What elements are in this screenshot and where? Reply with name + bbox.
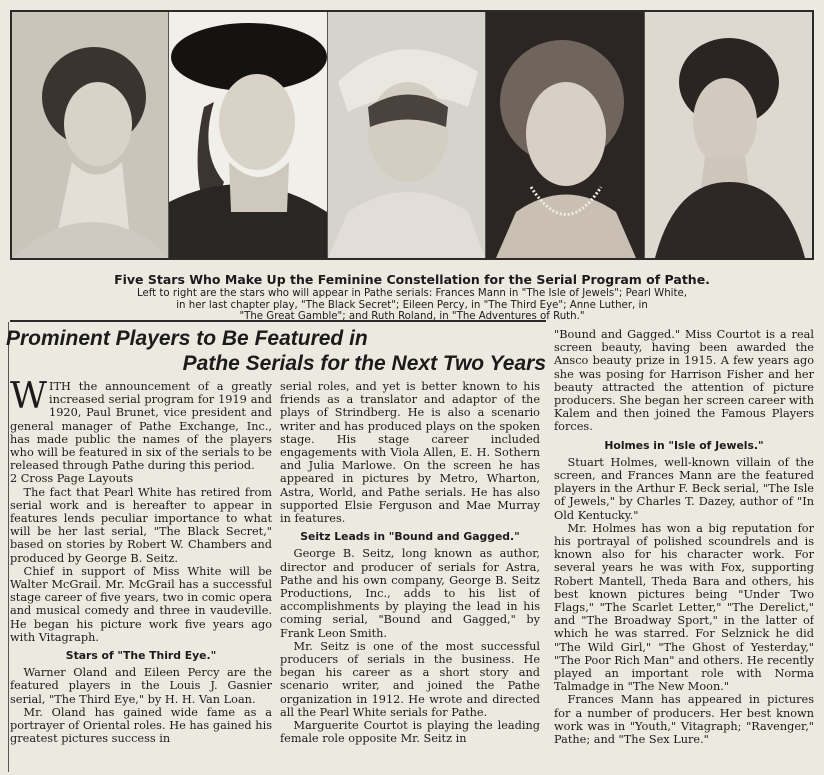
- drop-cap: W: [10, 380, 48, 417]
- paragraph: Warner Oland and Eileen Percy are the featured players in the Louis J. Gasnier serial, "The Third Eye," by H. H. Van Loan.: [10, 666, 272, 706]
- headline-rule: [10, 320, 546, 322]
- paragraph: Stuart Holmes, well-known villain of the screen, and Frances Mann are the featured players in the Arthur F. Beck serial, "The Isle of Jewels," by Charles T. Dazey, author of "In Old Kentucky.": [554, 455, 814, 522]
- headline-line-2: Pathe Serials for the Next Two Years: [182, 352, 546, 375]
- paragraph: George B. Seitz, long known as author, director and producer of serials for Astra, Pathe and his own company, George B. Seitz Productions, Inc., adds to his list of accomplishments by playing the lead in his coming serial, "Bound and Gagged," by Frank Leon Smith.: [280, 547, 540, 640]
- paragraph: serial roles, and yet is better known to his friends as a translator and adaptor of the plays of Strindberg. He is also a scenario writer and has produced plays on the spoken stage. His stage career included engagements with Viola Allen, E. H. Sothern and Julia Marlowe. On the screen he has appeared in pictures by Metro, Wharton, Astra, World, and Pathe serials. He has also supported Elsie Ferguson and Mae Murray in features.: [280, 380, 540, 526]
- paragraph: "Bound and Gagged." Miss Courtot is a real screen beauty, having been awarded the Ansco beauty prize in 1915. A few years ago she was posing for Harrison Fisher and her beauty attracted the attention of picture producers. She began her screen career with Kalem and then joined the Famous Players forces.: [554, 328, 814, 434]
- left-margin-rule: [8, 322, 9, 772]
- caption-line: in her last chapter play, "The Black Secret"; Eileen Percy, in "The Third Eye"; Anne Luther, in: [176, 299, 648, 311]
- paragraph: Frances Mann has appeared in pictures for a number of producers. Her best known work was in "Youth," Vitagraph; "Ravenger," Pathe; and "The Sex Lure.": [554, 693, 814, 747]
- paragraph: WITH the announcement of a greatly increased serial program for 1919 and 1920, Paul Brunet, vice president and general manager of Pathe Exchange, Inc., has made public the names of the players who will be featured in six of the serials to be released through Pathe during this period.: [10, 380, 272, 473]
- portrait-ruth-roland: [645, 12, 812, 258]
- portrait-anne-luther: [486, 12, 644, 258]
- photo-caption-title: Five Stars Who Make Up the Feminine Constellation for the Serial Program of Pathe.: [114, 272, 710, 287]
- subheading: Seitz Leads in "Bound and Gagged.": [300, 530, 520, 544]
- article-headline: [6, 326, 546, 376]
- subheading: Holmes in "Isle of Jewels.": [604, 438, 764, 452]
- headline-line-1: Prominent Players to Be Featured in: [6, 327, 368, 350]
- paragraph: Marguerite Courtot is playing the leading female role opposite Mr. Seitz in: [280, 719, 540, 746]
- article-column-1: [10, 380, 272, 772]
- caption-line: "The Great Gamble"; and Ruth Roland, in "The Adventures of Ruth.": [239, 311, 585, 322]
- portrait-frances-mann: [12, 12, 168, 258]
- photo-caption-body: [30, 288, 794, 323]
- article-column-2: [280, 380, 540, 772]
- layout-note: 2 Cross Page Layouts: [10, 472, 134, 486]
- subheading: Stars of "The Third Eye.": [65, 649, 217, 663]
- paragraph: Chief in support of Miss White will be Walter McGrail. Mr. McGrail has a successful stage career of five years, two in comic opera and musical comedy and three in vaudeville. He began his picture work five years ago with Vitagraph.: [10, 564, 272, 644]
- portrait-pearl-white: [169, 12, 327, 258]
- paragraph: The fact that Pearl White has retired from serial work and is hereafter to appear in features lends peculiar importance to what will be her last serial, "The Black Secret," based on stories by Robert W. Chambers and produced by George B. Seitz.: [10, 485, 272, 565]
- paragraph: Mr. Seitz is one of the most successful producers of serials in the business. He began his career as a short story and scenario writer, and joined the Pathe organization in 1912. He wrote and directed all the Pearl White serials for Pathe.: [280, 639, 540, 719]
- article-column-3: [554, 328, 814, 772]
- photo-strip: [10, 10, 814, 260]
- portrait-eileen-percy: [328, 12, 485, 258]
- caption-line: Left to right are the stars who will appear in Pathe serials: Frances Mann in "The Isle of Jewels"; Pearl White,: [137, 288, 687, 299]
- paragraph: Mr. Oland has gained wide fame as a portrayer of Oriental roles. He has gained his greatest pictures success in: [10, 705, 272, 746]
- paragraph: Mr. Holmes has won a big reputation for his portrayal of polished scoundrels and is known also for his character work. For several years he was with Fox, supporting Robert Mantell, Theda Bara and others, his best known pictures being "Under Two Flags," "The Scarlet Letter," "The Derelict," and "The Broadway Sport," in the latter of which he was starred. For Selznick he did "The Wild Girl," "The Ghost of Yesterday," "The Poor Rich Man" and others. He recently played an important role with Norma Talmadge in "The New Moon.": [554, 521, 814, 694]
